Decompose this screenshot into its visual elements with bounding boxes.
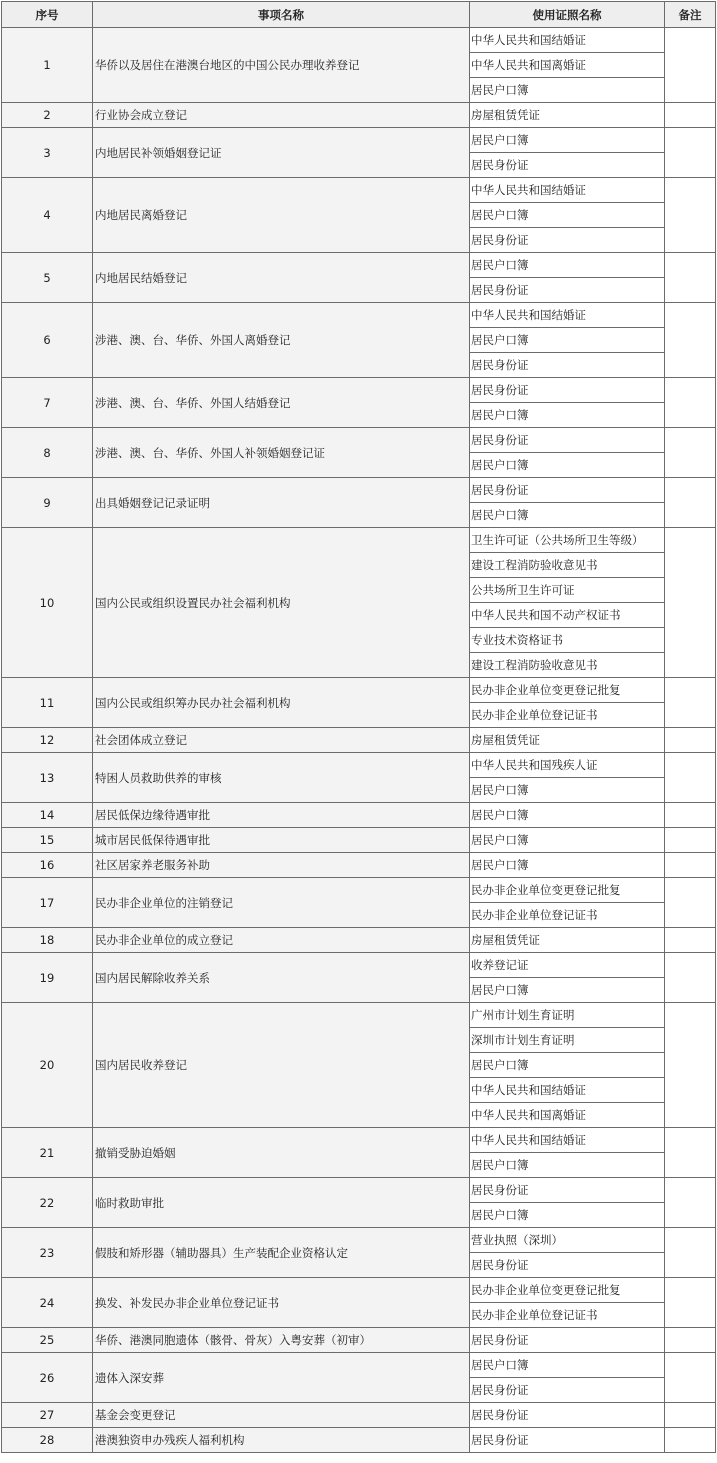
certificate-name: 居民户口簿 bbox=[470, 853, 665, 878]
certificate-name: 居民身份证 bbox=[470, 1178, 665, 1203]
row-index: 1 bbox=[2, 28, 93, 103]
certificate-name: 中华人民共和国结婚证 bbox=[470, 303, 665, 328]
certificate-name: 房屋租赁凭证 bbox=[470, 928, 665, 953]
certificate-name: 中华人民共和国不动产权证书 bbox=[470, 603, 665, 628]
certificate-name: 建设工程消防验收意见书 bbox=[470, 553, 665, 578]
certificate-name: 收养登记证 bbox=[470, 953, 665, 978]
note-cell bbox=[665, 1128, 716, 1178]
item-name: 民办非企业单位的注销登记 bbox=[93, 878, 470, 928]
table-row bbox=[2, 303, 716, 328]
note-cell bbox=[665, 1278, 716, 1328]
certificate-name: 居民户口簿 bbox=[470, 978, 665, 1003]
row-index: 8 bbox=[2, 428, 93, 478]
certificate-name: 专业技术资格证书 bbox=[470, 628, 665, 653]
item-name: 出具婚姻登记记录证明 bbox=[93, 478, 470, 528]
note-cell bbox=[665, 1003, 716, 1128]
note-cell bbox=[665, 953, 716, 1003]
item-name: 居民低保边缘待遇审批 bbox=[93, 803, 470, 828]
table-row bbox=[2, 1128, 716, 1153]
table-row bbox=[2, 428, 716, 453]
table-row bbox=[2, 678, 716, 703]
table-row bbox=[2, 28, 716, 53]
note-cell bbox=[665, 178, 716, 253]
row-index: 7 bbox=[2, 378, 93, 428]
table-row bbox=[2, 753, 716, 778]
note-cell bbox=[665, 303, 716, 378]
certificate-name: 居民身份证 bbox=[470, 478, 665, 503]
table-row bbox=[2, 828, 716, 853]
table-row bbox=[2, 1428, 716, 1453]
note-cell bbox=[665, 1428, 716, 1453]
table-row bbox=[2, 1353, 716, 1378]
table-row bbox=[2, 728, 716, 753]
certificate-name: 居民户口簿 bbox=[470, 803, 665, 828]
note-cell bbox=[665, 678, 716, 728]
item-name: 涉港、澳、台、华侨、外国人离婚登记 bbox=[93, 303, 470, 378]
note-cell bbox=[665, 1228, 716, 1278]
certificate-name: 居民户口簿 bbox=[470, 1053, 665, 1078]
row-index: 25 bbox=[2, 1328, 93, 1353]
row-index: 6 bbox=[2, 303, 93, 378]
certificate-name: 居民身份证 bbox=[470, 353, 665, 378]
table-row bbox=[2, 103, 716, 128]
certificate-name: 居民户口簿 bbox=[470, 403, 665, 428]
table-row bbox=[2, 928, 716, 953]
table-row bbox=[2, 1178, 716, 1203]
certificate-name: 居民户口簿 bbox=[470, 128, 665, 153]
table-row bbox=[2, 1278, 716, 1303]
row-index: 23 bbox=[2, 1228, 93, 1278]
certificate-name: 居民身份证 bbox=[470, 1328, 665, 1353]
table-row bbox=[2, 1003, 716, 1028]
certificate-name: 居民身份证 bbox=[470, 1378, 665, 1403]
certificate-name: 公共场所卫生许可证 bbox=[470, 578, 665, 603]
item-name: 换发、补发民办非企业单位登记证书 bbox=[93, 1278, 470, 1328]
note-cell bbox=[665, 728, 716, 753]
item-name: 华侨以及居住在港澳台地区的中国公民办理收养登记 bbox=[93, 28, 470, 103]
row-index: 22 bbox=[2, 1178, 93, 1228]
note-cell bbox=[665, 853, 716, 878]
table-row bbox=[2, 1403, 716, 1428]
row-index: 9 bbox=[2, 478, 93, 528]
row-index: 24 bbox=[2, 1278, 93, 1328]
table-row bbox=[2, 953, 716, 978]
certificate-name: 居民身份证 bbox=[470, 378, 665, 403]
row-index: 20 bbox=[2, 1003, 93, 1128]
certificate-name: 居民户口簿 bbox=[470, 778, 665, 803]
certificate-name: 居民户口簿 bbox=[470, 253, 665, 278]
item-name: 涉港、澳、台、华侨、外国人结婚登记 bbox=[93, 378, 470, 428]
table-row bbox=[2, 1228, 716, 1253]
note-cell bbox=[665, 253, 716, 303]
note-cell bbox=[665, 28, 716, 103]
certificate-name: 居民身份证 bbox=[470, 278, 665, 303]
row-index: 14 bbox=[2, 803, 93, 828]
item-name: 假肢和矫形器（辅助器具）生产装配企业资格认定 bbox=[93, 1228, 470, 1278]
certificate-name: 居民户口簿 bbox=[470, 453, 665, 478]
certificate-name: 居民身份证 bbox=[470, 1403, 665, 1428]
row-index: 12 bbox=[2, 728, 93, 753]
certificate-name: 中华人民共和国结婚证 bbox=[470, 1078, 665, 1103]
item-name: 临时救助审批 bbox=[93, 1178, 470, 1228]
header-certificate-name: 使用证照名称 bbox=[470, 2, 665, 28]
table-row bbox=[2, 878, 716, 903]
table-row bbox=[2, 128, 716, 153]
item-name: 内地居民补领婚姻登记证 bbox=[93, 128, 470, 178]
item-name: 民办非企业单位的成立登记 bbox=[93, 928, 470, 953]
row-index: 2 bbox=[2, 103, 93, 128]
item-name: 内地居民结婚登记 bbox=[93, 253, 470, 303]
item-name: 国内居民收养登记 bbox=[93, 1003, 470, 1128]
note-cell bbox=[665, 428, 716, 478]
certificate-name: 居民身份证 bbox=[470, 1253, 665, 1278]
certificate-name: 房屋租赁凭证 bbox=[470, 103, 665, 128]
note-cell bbox=[665, 528, 716, 678]
item-name: 基金会变更登记 bbox=[93, 1403, 470, 1428]
row-index: 18 bbox=[2, 928, 93, 953]
note-cell bbox=[665, 878, 716, 928]
certificate-name: 居民身份证 bbox=[470, 228, 665, 253]
certificate-name: 居民户口簿 bbox=[470, 78, 665, 103]
certificate-name: 民办非企业单位变更登记批复 bbox=[470, 1278, 665, 1303]
certificate-name: 居民身份证 bbox=[470, 428, 665, 453]
item-name: 行业协会成立登记 bbox=[93, 103, 470, 128]
table-row bbox=[2, 178, 716, 203]
note-cell bbox=[665, 103, 716, 128]
certificate-table bbox=[1, 1, 716, 1453]
note-cell bbox=[665, 1328, 716, 1353]
header-item-name: 事项名称 bbox=[93, 2, 470, 28]
item-name: 城市居民低保待遇审批 bbox=[93, 828, 470, 853]
table-row bbox=[2, 528, 716, 553]
header-row bbox=[2, 2, 716, 28]
row-index: 17 bbox=[2, 878, 93, 928]
certificate-name: 深圳市计划生育证明 bbox=[470, 1028, 665, 1053]
item-name: 社会团体成立登记 bbox=[93, 728, 470, 753]
note-cell bbox=[665, 828, 716, 853]
table-row bbox=[2, 378, 716, 403]
row-index: 10 bbox=[2, 528, 93, 678]
item-name: 国内公民或组织设置民办社会福利机构 bbox=[93, 528, 470, 678]
certificate-name: 营业执照（深圳） bbox=[470, 1228, 665, 1253]
table-row bbox=[2, 478, 716, 503]
note-cell bbox=[665, 1353, 716, 1403]
note-cell bbox=[665, 1178, 716, 1228]
certificate-name: 中华人民共和国结婚证 bbox=[470, 28, 665, 53]
certificate-name: 民办非企业单位登记证书 bbox=[470, 1303, 665, 1328]
row-index: 3 bbox=[2, 128, 93, 178]
note-cell bbox=[665, 928, 716, 953]
table-row bbox=[2, 803, 716, 828]
item-name: 港澳独资申办残疾人福利机构 bbox=[93, 1428, 470, 1453]
certificate-name: 居民户口簿 bbox=[470, 828, 665, 853]
note-cell bbox=[665, 1403, 716, 1428]
note-cell bbox=[665, 753, 716, 803]
header-index: 序号 bbox=[2, 2, 93, 28]
certificate-name: 建设工程消防验收意见书 bbox=[470, 653, 665, 678]
item-name: 遗体入深安葬 bbox=[93, 1353, 470, 1403]
row-index: 13 bbox=[2, 753, 93, 803]
certificate-name: 居民户口簿 bbox=[470, 1353, 665, 1378]
certificate-name: 民办非企业单位变更登记批复 bbox=[470, 878, 665, 903]
certificate-name: 广州市计划生育证明 bbox=[470, 1003, 665, 1028]
item-name: 社区居家养老服务补助 bbox=[93, 853, 470, 878]
item-name: 国内公民或组织筹办民办社会福利机构 bbox=[93, 678, 470, 728]
table-row bbox=[2, 253, 716, 278]
row-index: 4 bbox=[2, 178, 93, 253]
certificate-name: 居民户口簿 bbox=[470, 503, 665, 528]
note-cell bbox=[665, 128, 716, 178]
table-row bbox=[2, 853, 716, 878]
certificate-name: 中华人民共和国离婚证 bbox=[470, 1103, 665, 1128]
note-cell bbox=[665, 803, 716, 828]
certificate-name: 中华人民共和国结婚证 bbox=[470, 178, 665, 203]
table-row bbox=[2, 1328, 716, 1353]
item-name: 内地居民离婚登记 bbox=[93, 178, 470, 253]
item-name: 华侨、港澳同胞遗体（骸骨、骨灰）入粤安葬（初审） bbox=[93, 1328, 470, 1353]
row-index: 16 bbox=[2, 853, 93, 878]
row-index: 27 bbox=[2, 1403, 93, 1428]
certificate-name: 居民身份证 bbox=[470, 1428, 665, 1453]
certificate-name: 居民身份证 bbox=[470, 153, 665, 178]
row-index: 5 bbox=[2, 253, 93, 303]
row-index: 21 bbox=[2, 1128, 93, 1178]
certificate-name: 中华人民共和国残疾人证 bbox=[470, 753, 665, 778]
certificate-name: 房屋租赁凭证 bbox=[470, 728, 665, 753]
row-index: 19 bbox=[2, 953, 93, 1003]
certificate-name: 居民户口簿 bbox=[470, 328, 665, 353]
item-name: 涉港、澳、台、华侨、外国人补领婚姻登记证 bbox=[93, 428, 470, 478]
note-cell bbox=[665, 478, 716, 528]
row-index: 11 bbox=[2, 678, 93, 728]
certificate-name: 卫生许可证（公共场所卫生等级） bbox=[470, 528, 665, 553]
header-note: 备注 bbox=[665, 2, 716, 28]
certificate-name: 民办非企业单位登记证书 bbox=[470, 903, 665, 928]
item-name: 国内居民解除收养关系 bbox=[93, 953, 470, 1003]
certificate-name: 居民户口簿 bbox=[470, 1203, 665, 1228]
certificate-name: 中华人民共和国离婚证 bbox=[470, 53, 665, 78]
note-cell bbox=[665, 378, 716, 428]
certificate-name: 民办非企业单位变更登记批复 bbox=[470, 678, 665, 703]
row-index: 15 bbox=[2, 828, 93, 853]
row-index: 28 bbox=[2, 1428, 93, 1453]
row-index: 26 bbox=[2, 1353, 93, 1403]
item-name: 撤销受胁迫婚姻 bbox=[93, 1128, 470, 1178]
table-body bbox=[2, 28, 716, 1453]
item-name: 特困人员救助供养的审核 bbox=[93, 753, 470, 803]
certificate-name: 民办非企业单位登记证书 bbox=[470, 703, 665, 728]
certificate-name: 居民户口簿 bbox=[470, 1153, 665, 1178]
certificate-name: 中华人民共和国结婚证 bbox=[470, 1128, 665, 1153]
certificate-name: 居民户口簿 bbox=[470, 203, 665, 228]
